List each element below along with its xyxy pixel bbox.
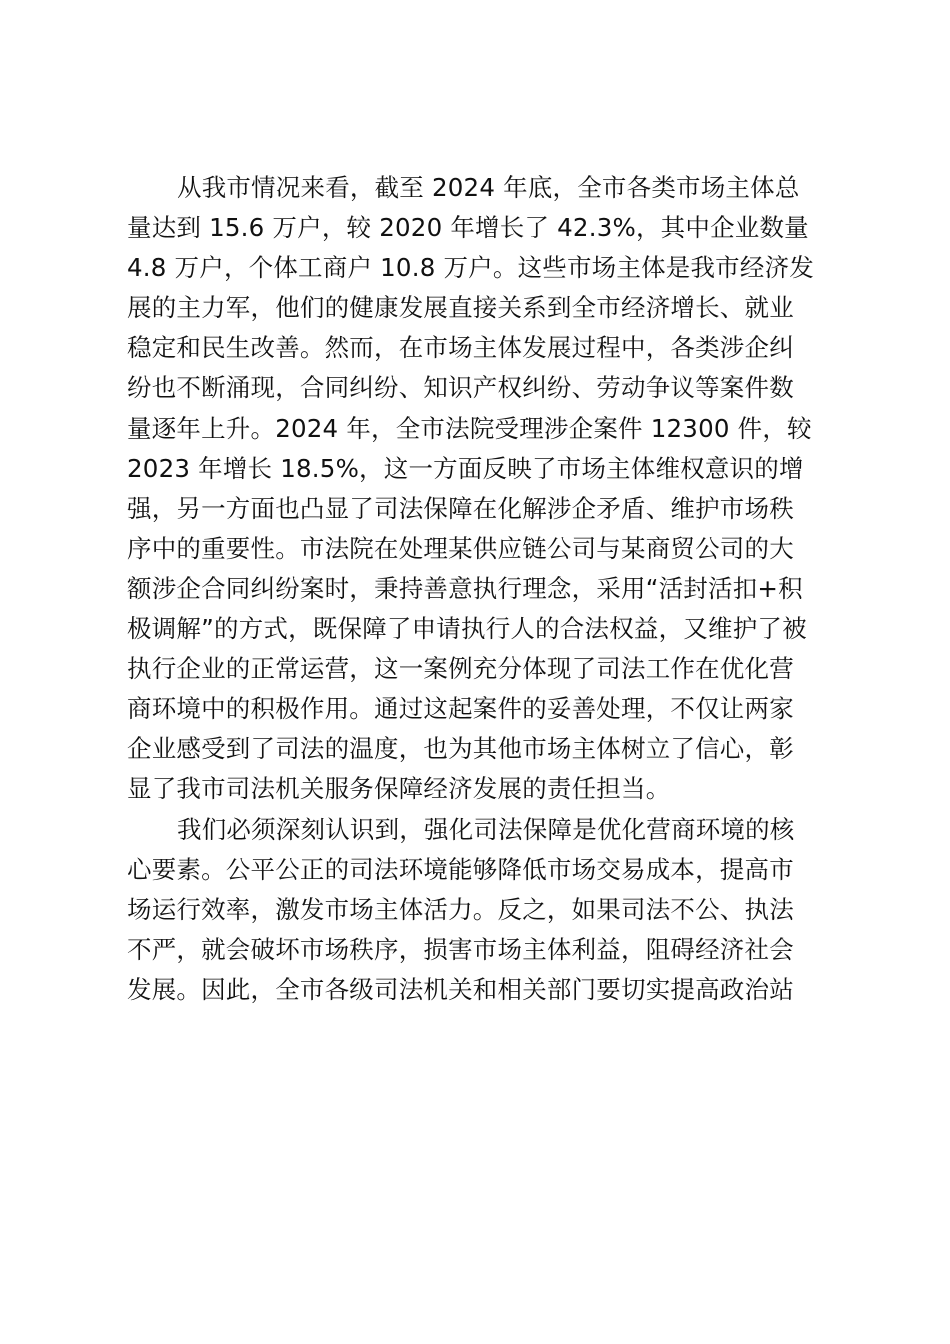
- text-line: 稳定和民生改善。然而，在市场主体发展过程中，各类涉企纠: [127, 333, 794, 363]
- text-line: 商环境中的积极作用。通过这起案件的妥善处理，不仅让两家: [127, 694, 794, 724]
- text-line: 纷也不断涌现，合同纠纷、知识产权纠纷、劳动争议等案件数: [127, 373, 794, 403]
- paragraph-1: [127, 168, 827, 810]
- text-line: 场运行效率，激发市场主体活力。反之，如果司法不公、执法: [127, 894, 794, 924]
- text-line: 2023 年增长 18.5%，这一方面反映了市场主体维权意识的增: [127, 453, 804, 483]
- text-line: 额涉企合同纠纷案时，秉持善意执行理念，采用“活封活扣+积: [127, 573, 803, 603]
- text-line: 企业感受到了司法的温度，也为其他市场主体树立了信心，彰: [127, 734, 794, 764]
- text-line: 序中的重要性。市法院在处理某供应链公司与某商贸公司的大: [127, 533, 794, 563]
- text-line: 极调解”的方式，既保障了申请执行人的合法权益，又维护了被: [127, 614, 807, 644]
- text-line: 我们必须深刻认识到，强化司法保障是优化营商环境的核: [177, 814, 795, 844]
- text-line: 心要素。公平公正的司法环境能够降低市场交易成本，提高市: [127, 854, 794, 884]
- text-line: 显了我市司法机关服务保障经济发展的责任担当。: [127, 774, 671, 804]
- text-line: 强，另一方面也凸显了司法保障在化解涉企矛盾、维护市场秩: [127, 493, 794, 523]
- text-line: 不严，就会破坏市场秩序，损害市场主体利益，阻碍经济社会: [127, 934, 794, 964]
- text-line: 4.8 万户，个体工商户 10.8 万户。这些市场主体是我市经济发: [127, 253, 814, 283]
- paragraph-2: [127, 810, 827, 1010]
- text-line: 从我市情况来看，截至 2024 年底，全市各类市场主体总: [177, 173, 800, 202]
- text-line: 执行企业的正常运营，这一案例充分体现了司法工作在优化营: [127, 654, 794, 684]
- text-line: 量逐年上升。2024 年，全市法院受理涉企案件 12300 件，较: [127, 413, 812, 443]
- text-line: 发展。因此，全市各级司法机关和相关部门要切实提高政治站: [127, 974, 794, 1004]
- text-line: 量达到 15.6 万户，较 2020 年增长了 42.3%，其中企业数量: [127, 213, 809, 243]
- document-body: [127, 168, 827, 1010]
- text-line: 展的主力军，他们的健康发展直接关系到全市经济增长、就业: [127, 293, 794, 323]
